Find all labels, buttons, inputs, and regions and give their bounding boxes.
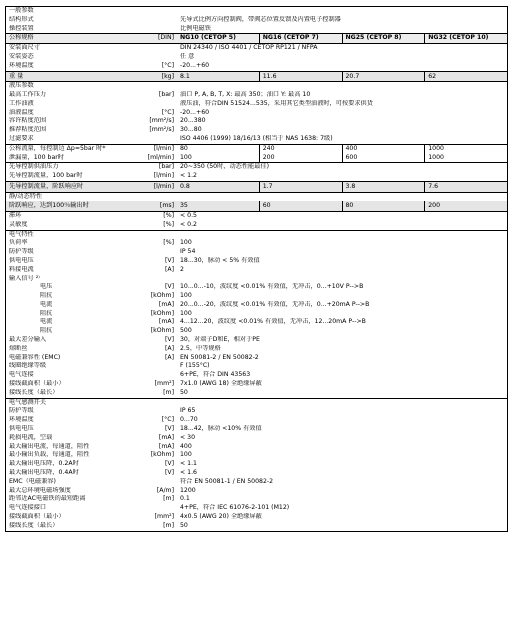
fusing-label: 熔断丝 xyxy=(9,344,28,352)
resp-ng25: 80 xyxy=(342,201,425,211)
switch-title: 电气感测开关 xyxy=(9,398,47,406)
duty-unit: [%] xyxy=(163,239,174,247)
sw-cable-length-unit: [m] xyxy=(163,521,174,529)
hyst-value: < 0.5 xyxy=(180,211,197,219)
pilot-step-ng32: 7.6 xyxy=(424,182,507,192)
weight-ng32: 62 xyxy=(424,72,507,82)
duty-label: 负荷率 xyxy=(9,239,28,247)
mount-value: DIN 24340 / ISO 4401 / CETOP RP121 / NFPA xyxy=(180,44,318,52)
input-current-value: 20...0...-20，波纹度 <0.01% 有效值，无冲击，0...+20mA P-->B xyxy=(180,300,370,308)
fusing-unit: [A] xyxy=(164,344,174,352)
structure-value: 先导式比例方向控制阀，带阀芯位置反馈及内置电子控制器 xyxy=(180,15,341,23)
prot-value: IP 54 xyxy=(180,248,196,256)
sw-vdrop2-value: < 1.6 xyxy=(180,469,197,477)
leak-ng25: 600 xyxy=(342,154,425,163)
fluid-value: 液压油，符合DIN 51524...535，采用其它类型油液时，可按要求供货 xyxy=(180,99,373,107)
cable-length-label: 接线长度（最长） xyxy=(9,388,59,396)
leak-unit: [ml/min] xyxy=(147,153,174,161)
flow-ng32: 1000 xyxy=(424,145,507,154)
input-voltage-value: 10...0...-10，波纹度 <0.01% 有效值，无冲击，0...+10V P-->B xyxy=(180,283,364,291)
input-label: 输入信号 ²⁾ xyxy=(9,274,40,282)
leak-ng10: 100 xyxy=(180,153,192,161)
pilot-flow-value: < 1.2 xyxy=(180,172,197,180)
size-ng32: NG32 (CETOP 10) xyxy=(424,34,507,43)
input-impedance-value: 500 xyxy=(180,327,192,335)
weight-ng16: 11.6 xyxy=(259,72,342,82)
sw-field-value: 1200 xyxy=(180,486,196,494)
input-current-unit: [mA] xyxy=(158,300,174,308)
fuse-label: 料接电流 xyxy=(9,265,34,273)
operation-value: 比例电磁铁 xyxy=(180,24,211,32)
sw-supply-label: 供电电压 xyxy=(9,425,34,433)
input-voltage-unit: [V] xyxy=(164,283,174,291)
sens-unit: [%] xyxy=(163,220,174,228)
pilot-p-label: 先导控制供油压力 xyxy=(9,163,59,171)
flow-label: 公称流量，每控制边 Δp=5bar 时* xyxy=(9,144,106,152)
sw-temp-value: 0...70 xyxy=(180,416,198,424)
cable-section-value: 7x1.0 (AWG 18) 全绝缘屏蔽 xyxy=(180,380,262,388)
size-ng16: NG16 (CETOP 7) xyxy=(259,34,342,43)
electrical-section xyxy=(5,230,508,398)
switch-section xyxy=(5,398,508,532)
sw-cable-length-label: 接线长度（最长） xyxy=(9,521,59,529)
hyst-label: 滞环 xyxy=(9,211,22,219)
dynamic-section xyxy=(5,192,508,230)
sw-dist-unit: [m] xyxy=(163,495,174,503)
pilot-p-unit: [bar] xyxy=(158,163,174,171)
general-title: 一般参数 xyxy=(9,7,34,14)
sw-minload-unit: [kOhm] xyxy=(150,451,174,459)
pilot-step-ng10: 0.8 xyxy=(180,182,190,190)
mount-label: 安装面尺寸 xyxy=(9,44,40,52)
sw-cable-section-value: 4x0.5 (AWG 20) 全绝缘屏蔽 xyxy=(180,513,262,521)
prot-label: 防护等级 xyxy=(9,248,34,256)
fusing-value: 2.5，中等规格 xyxy=(180,344,221,352)
size-label: 公称规格 xyxy=(9,34,34,42)
input-current-label: 电流 xyxy=(40,300,53,308)
fuse-value: 2 xyxy=(180,265,184,273)
temp-unit: [°C] xyxy=(161,61,174,69)
pmax-value: 油口 P, A, B, T, X: 最高 350；油口 Y: 最高 10 xyxy=(180,90,311,98)
resp-ng10: 35 xyxy=(180,202,188,210)
sw-dist-label: 距邻近AC电磁铁的最短距离 xyxy=(9,495,86,503)
size-ng10: NG10 (CETOP 5) xyxy=(180,34,236,42)
sw-cable-length-value: 50 xyxy=(180,521,188,529)
hydraulic-section xyxy=(5,81,508,191)
cable-section-unit: [mm²] xyxy=(154,380,174,388)
pilot-step-ng16: 1.7 xyxy=(259,182,342,192)
resp-ng32: 200 xyxy=(424,201,507,211)
hyst-unit: [%] xyxy=(163,211,174,219)
flow-ng25: 400 xyxy=(342,145,425,154)
sw-dist-value: 0.1 xyxy=(180,495,190,503)
leak-ng16: 200 xyxy=(259,154,342,163)
input-impedance-unit: [kOhm] xyxy=(150,327,174,335)
flow-ng10: 80 xyxy=(180,144,188,152)
visc-value: 20...380 xyxy=(180,117,206,125)
electrical-title: 电气特性 xyxy=(9,230,34,238)
input-impedance-label: 阻抗 xyxy=(40,327,53,335)
sw-temp-unit: [°C] xyxy=(161,416,174,424)
sw-cable-section-unit: [mm²] xyxy=(154,513,174,521)
weight-ng10: 8.1 xyxy=(180,72,190,80)
visc-rec-label: 推荐粘度范围 xyxy=(9,126,47,134)
sw-emc-label: EMC（电磁兼容) xyxy=(9,477,56,485)
temp-label: 环境温度 xyxy=(9,61,34,69)
oiltemp-unit: [°C] xyxy=(161,108,174,116)
insulation-value: F (155°C) xyxy=(180,362,210,370)
spec-sheet xyxy=(5,6,508,532)
supply-label: 供电电压 xyxy=(9,256,34,264)
pilot-flow-label: 先导控制流量，100 bar时 xyxy=(9,172,83,180)
pmax-label: 最高工作压力 xyxy=(9,90,47,98)
sw-vdrop1-value: < 1.1 xyxy=(180,460,197,468)
dynamic-title: 静/动态特性 xyxy=(9,192,43,200)
sw-maxout-unit: [mA] xyxy=(158,442,174,450)
sw-minload-value: 100 xyxy=(180,451,192,459)
sw-vdrop2-label: 最大输出电压降，0.4A时 xyxy=(9,469,79,477)
weight-ng25: 20.7 xyxy=(342,72,425,82)
temp-value: -20...+60 xyxy=(180,61,210,69)
sw-field-label: 最大总环境电磁场强度 xyxy=(9,486,71,494)
size-ng25: NG25 (CETOP 8) xyxy=(342,34,425,43)
input-impedance-unit: [kOhm] xyxy=(150,309,174,317)
duty-value: 100 xyxy=(180,239,192,247)
position-label: 安装姿态 xyxy=(9,52,34,60)
weight-label: 重 量 xyxy=(9,72,24,80)
sw-maxout-value: 400 xyxy=(180,442,192,450)
general-section xyxy=(5,6,508,81)
pilot-step-ng25: 3.8 xyxy=(342,182,425,192)
leak-ng32: 1000 xyxy=(424,154,507,163)
sw-idle-value: < 30 xyxy=(180,433,196,441)
size-unit: [DIN] xyxy=(157,34,174,42)
emc-unit: [A] xyxy=(164,353,174,361)
resp-ng16: 60 xyxy=(259,201,342,211)
diff-value: 30，对端子D和E，相对于PE xyxy=(180,336,260,344)
sw-vdrop1-unit: [V] xyxy=(164,460,174,468)
pilot-p-value: 20~350 (50时，动态性能最佳) xyxy=(180,163,270,171)
sw-minload-label: 最小输出负载，每通道，阻性 xyxy=(9,451,90,459)
visc-rec-value: 30...80 xyxy=(180,126,202,134)
supply-unit: [V] xyxy=(164,256,174,264)
flow-unit: [l/min] xyxy=(153,144,174,152)
pmax-unit: [bar] xyxy=(158,90,174,98)
emc-label: 电磁兼容性 (EMC) xyxy=(9,353,61,361)
visc-rec-unit: [mm²/s] xyxy=(149,126,174,134)
input-impedance-value: 100 xyxy=(180,309,192,317)
resp-label: 阶跃响应，达到100％输出时 xyxy=(9,202,89,210)
sw-vdrop1-label: 最大输出电压降，0.2A时 xyxy=(9,460,79,468)
sw-supply-unit: [V] xyxy=(164,425,174,433)
connection-value: 6+PE，符合 DIN 43563 xyxy=(180,371,251,379)
sw-idle-label: 耗损电流，空载 xyxy=(9,433,53,441)
fluid-label: 工作油液 xyxy=(9,99,34,107)
oiltemp-value: -20...+60 xyxy=(180,108,210,116)
input-impedance-label: 阻抗 xyxy=(40,309,53,317)
sw-supply-value: 18...42，脉动 <10% 有效值 xyxy=(180,425,262,433)
flow-ng16: 240 xyxy=(259,145,342,154)
sw-field-unit: [A/m] xyxy=(156,486,174,494)
leak-label: 泄漏量，100 bar时 xyxy=(9,153,64,161)
oiltemp-label: 油液温度 xyxy=(9,108,34,116)
weight-unit: [kg] xyxy=(161,72,174,80)
input-voltage-label: 电压 xyxy=(40,283,53,291)
sens-value: < 0.2 xyxy=(180,220,197,228)
sw-maxout-label: 最大输出电流，每通道，阻性 xyxy=(9,442,90,450)
sw-conn-value: 4+PE，符合 IEC 61076-2-101 (M12) xyxy=(180,504,290,512)
input-impedance-unit: [kOhm] xyxy=(150,292,174,300)
sw-emc-value: 符合 EN 50081-1 / EN 50082-2 xyxy=(180,477,274,485)
pilot-flow-unit: [l/min] xyxy=(153,172,174,180)
filter-value: ISO 4406 (1999) 18/16/13 (相当于 NAS 1638: 7级) xyxy=(180,134,333,142)
filter-label: 过滤要求 xyxy=(9,134,34,142)
diff-label: 最大差分输入 xyxy=(9,336,47,344)
supply-value: 18...30，脉动 < 5% 有效值 xyxy=(180,256,260,264)
operation-label: 操控装置 xyxy=(9,24,34,32)
sw-cable-section-label: 接线截面积（最小） xyxy=(9,513,65,521)
connection-label: 电气连接 xyxy=(9,371,34,379)
fuse-unit: [A] xyxy=(164,265,174,273)
hydraulic-title: 液压参数 xyxy=(9,82,34,90)
sw-idle-unit: [mA] xyxy=(158,433,174,441)
input-impedance-label: 阻抗 xyxy=(40,292,53,300)
resp-unit: [ms] xyxy=(159,202,174,210)
diff-unit: [V] xyxy=(164,336,174,344)
insulation-label: 线圈绝缘等级 xyxy=(9,362,47,370)
structure-label: 结构形式 xyxy=(9,15,34,23)
cable-length-unit: [m] xyxy=(163,388,174,396)
input-impedance-value: 100 xyxy=(180,292,192,300)
position-value: 任 意 xyxy=(180,52,195,60)
sens-label: 灵敏度 xyxy=(9,220,28,228)
pilot-step-label: 先导控制流量，阶跃响应时 xyxy=(9,182,84,190)
sw-vdrop2-unit: [V] xyxy=(164,469,174,477)
visc-unit: [mm²/s] xyxy=(149,117,174,125)
cable-section-label: 接线截面积（最小） xyxy=(9,380,65,388)
input-current-unit: [mA] xyxy=(158,318,174,326)
input-current-value: 4...12...20，波纹度 <0.01% 有效值，无冲击，12...20mA P-->B xyxy=(180,318,366,326)
sw-prot-value: IP 65 xyxy=(180,407,196,415)
sw-temp-label: 环境温度 xyxy=(9,416,34,424)
pilot-step-unit: [l/min] xyxy=(153,182,174,190)
emc-value: EN 50081-2 / EN 50082-2 xyxy=(180,353,259,361)
sw-prot-label: 防护等级 xyxy=(9,407,34,415)
sw-conn-label: 电气连接接口 xyxy=(9,504,47,512)
input-current-label: 电流 xyxy=(40,318,53,326)
visc-label: 容许粘度范围 xyxy=(9,117,47,125)
cable-length-value: 50 xyxy=(180,388,188,396)
